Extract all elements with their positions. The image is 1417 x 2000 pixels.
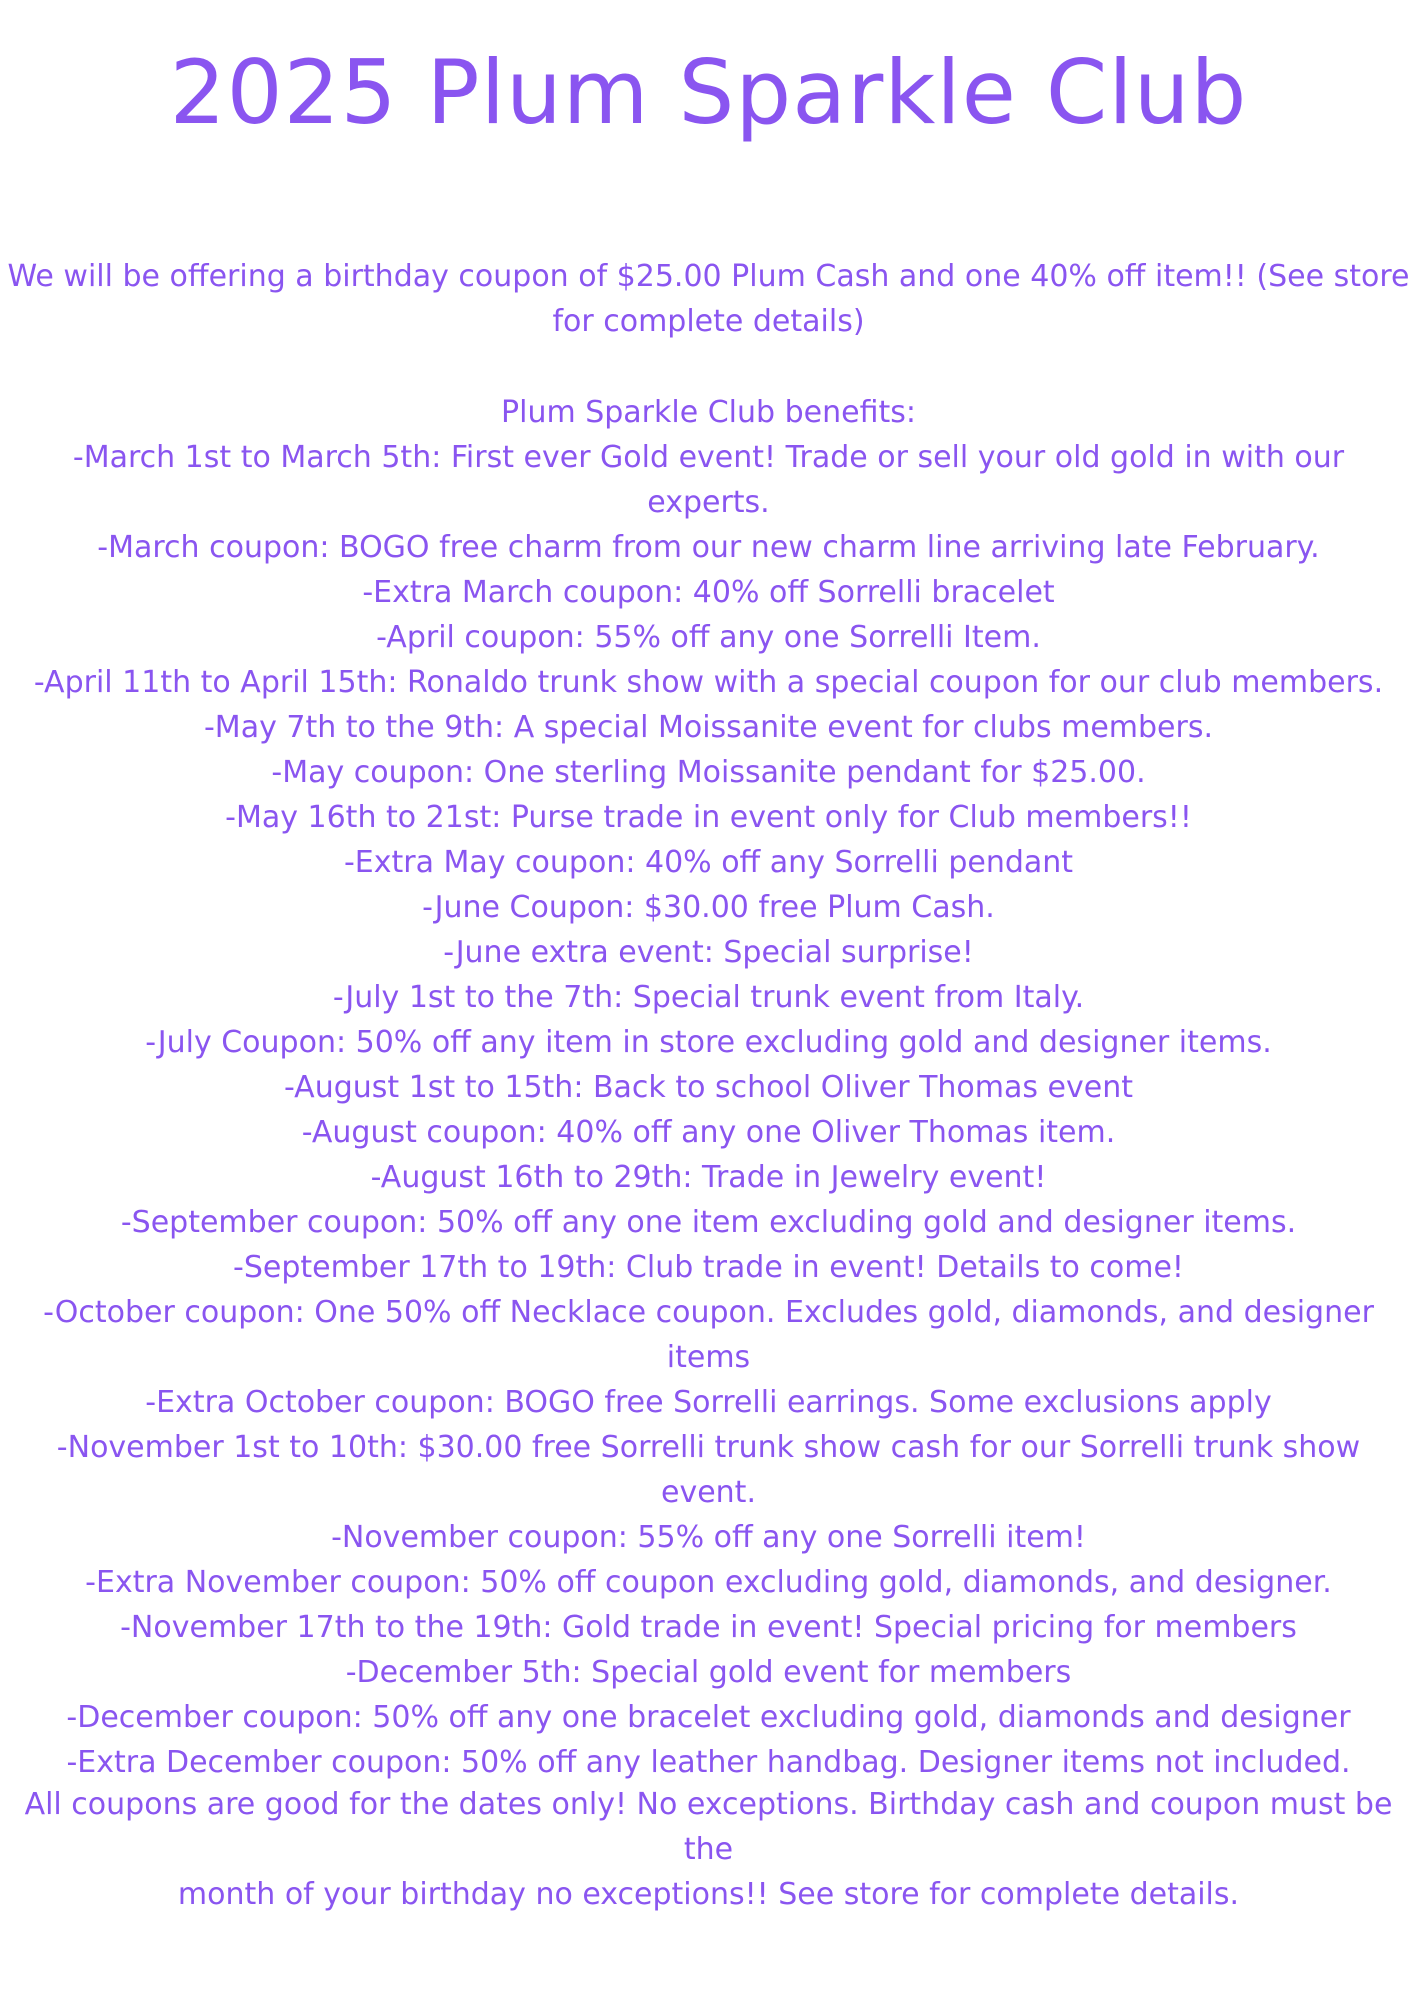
benefit-line: -Extra March coupon: 40% off Sorrelli bracelet: [362, 575, 1055, 610]
intro-line-1: We will be offering a birthday coupon of $25.00 Plum Cash and one 40% off item!! (See store: [7, 259, 1410, 294]
benefit-line: -December coupon: 50% off any one bracelet excluding gold, diamonds and designer: [66, 1700, 1351, 1735]
benefit-line: -March coupon: BOGO free charm from our new charm line arriving late February.: [97, 530, 1320, 565]
birthday-coupon-intro: [0, 254, 1417, 344]
benefit-line: -May 16th to 21st: Purse trade in event only for Club members!!: [225, 800, 1192, 835]
benefit-line: -Extra December coupon: 50% off any leather handbag. Designer items not included.: [66, 1745, 1351, 1780]
benefit-line: -May coupon: One sterling Moissanite pendant for $25.00.: [271, 755, 1146, 790]
benefit-line: -Extra November coupon: 50% off coupon excluding gold, diamonds, and designer.: [85, 1565, 1332, 1600]
benefit-line: -Extra May coupon: 40% off any Sorrelli pendant: [343, 845, 1074, 880]
benefit-line: -April coupon: 55% off any one Sorrelli Item.: [376, 620, 1041, 655]
benefit-line: -November 17th to the 19th: Gold trade in event! Special pricing for members: [120, 1610, 1297, 1645]
benefit-line: -June extra event: Special surprise!: [443, 935, 974, 970]
benefit-line: -July Coupon: 50% off any item in store excluding gold and designer items.: [145, 1025, 1272, 1060]
benefit-line: -May 7th to the 9th: A special Moissanite event for clubs members.: [203, 710, 1214, 745]
benefit-line: -December 5th: Special gold event for members: [345, 1655, 1072, 1690]
benefit-line: -August coupon: 40% off any one Oliver Thomas item.: [301, 1115, 1116, 1150]
benefit-line: -April 11th to April 15th: Ronaldo trunk show with a special coupon for our club members.: [33, 665, 1384, 700]
benefit-line: -September 17th to 19th: Club trade in event! Details to come!: [233, 1250, 1184, 1285]
benefit-line: -November coupon: 55% off any one Sorrelli item!: [331, 1520, 1086, 1555]
benefit-line: -August 16th to 29th: Trade in Jewelry event!: [370, 1160, 1047, 1195]
benefit-line: event.: [661, 1475, 756, 1510]
benefit-line: -August 1st to 15th: Back to school Oliver Thomas event: [284, 1070, 1133, 1105]
benefit-line: -September coupon: 50% off any one item excluding gold and designer items.: [120, 1205, 1297, 1240]
terms-footer: [0, 1782, 1417, 1917]
footer-line-1: All coupons are good for the dates only! No exceptions. Birthday cash and coupon must be the: [24, 1787, 1393, 1867]
benefit-line: -November 1st to 10th: $30.00 free Sorrelli trunk show cash for our Sorrelli trunk show: [56, 1430, 1361, 1465]
benefit-line: -October coupon: One 50% off Necklace coupon. Excludes gold, diamonds, and designer items: [43, 1295, 1374, 1375]
benefit-line: -July 1st to the 7th: Special trunk event from Italy.: [332, 980, 1085, 1015]
club-benefits: [0, 390, 1417, 1785]
benefits-heading: Plum Sparkle Club benefits:: [501, 395, 916, 430]
footer-line-2: month of your birthday no exceptions!! See store for complete details.: [177, 1877, 1240, 1912]
page-title: 2025 Plum Sparkle Club: [169, 41, 1248, 144]
intro-line-2: for complete details): [552, 304, 865, 339]
benefit-line: -June Coupon: $30.00 free Plum Cash.: [422, 890, 995, 925]
benefit-line: experts.: [647, 485, 770, 520]
benefit-line: -March 1st to March 5th: First ever Gold event! Trade or sell your old gold in with our: [72, 440, 1345, 475]
benefits-list: [0, 435, 1417, 1785]
benefit-line: -Extra October coupon: BOGO free Sorrelli earrings. Some exclusions apply: [145, 1385, 1272, 1420]
